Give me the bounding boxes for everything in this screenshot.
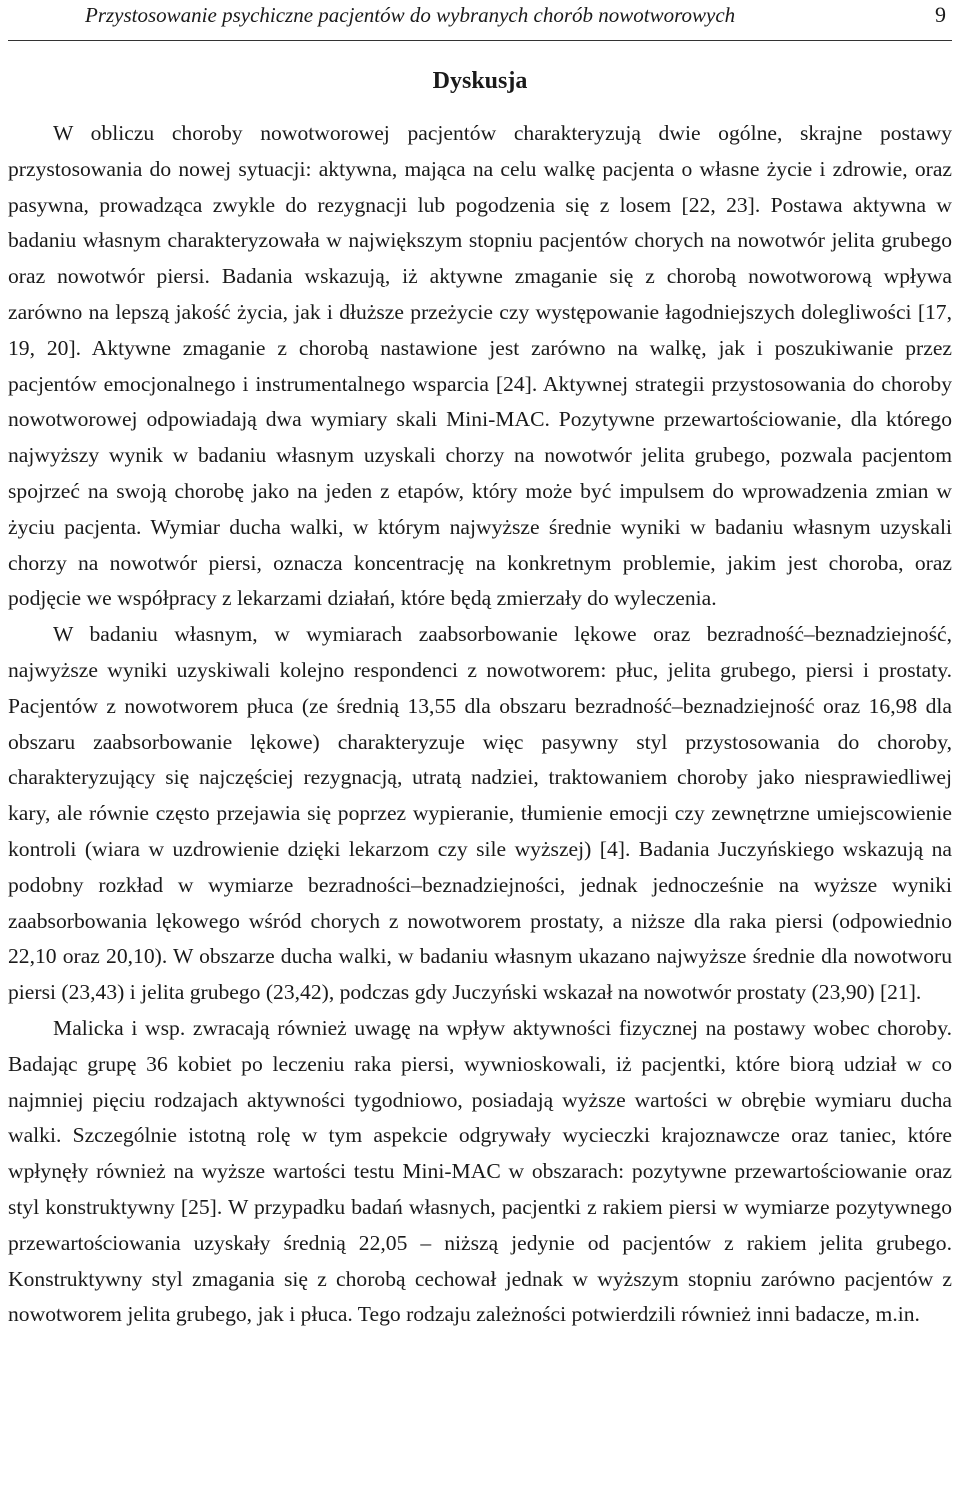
body-text [8, 116, 952, 1333]
page-number: 9 [935, 2, 946, 27]
paragraph: Malicka i wsp. zwracają również uwagę na wpływ aktywności fizycznej na postawy wobec choroby. Badając grupę 36 kobiet po leczeniu raka piersi, wywnioskowali, iż pacjentki, które biorą udział w co najmniej pięciu rodzajach aktywności tygodniowo, posiadają wyższe wartości w obrębie wymiaru ducha walki. Szczególnie istotną rolę w tym aspekcie odgrywały wycieczki krajoznawcze oraz taniec, które wpłynęły również na wyższe wartości testu Mini-MAC w obszarach: pozytywne przewartościowanie oraz styl konstruktywny [25]. W przypadku badań własnych, pacjentki z rakiem piersi w wymiarze pozytywnego przewartościowania uzyskały średnią 22,05 – niższą jedynie od pacjentów z rakiem jelita grubego. Konstruktywny styl zmagania się z chorobą cechował jednak w wyższym stopniu zarówno pacjentów z nowotworem jelita grubego, jak i płuca. Tego rodzaju zależności potwierdzili również inni badacze, m.in. [8, 1015, 952, 1327]
paragraph: W badaniu własnym, w wymiarach zaabsorbowanie lękowe oraz bezradność–beznadziejność, najwyższe wyniki uzyskiwali kolejno respondenci z nowotworem: płuc, jelita grubego, piersi i prostaty. Pacjentów z nowotworem płuca (ze średnią 13,55 dla obszaru bezradność–beznadziejność oraz 16,98 dla obszaru zaabsorbowanie lękowe) charakteryzuje więc pasywny styl przystosowania do choroby, charakteryzujący się najczęściej rezygnacją, utratą nadziei, traktowaniem choroby jako niesprawiedliwej kary, ale równie często przejawia się poprzez wypieranie, tłumienie emocji czy zewnętrzne umiejscowienie kontroli (wiara w uzdrowienie dzięki lekarzom czy sile wyższej) [4]. Badania Juczyńskiego wskazują na podobny rozkład w wymiarze bezradności–beznadziejności, jednak jednocześnie na wyższe wyniki zaabsorbowania lękowego wśród chorych z nowotworem prostaty, a niższe dla raka piersi (odpowiednio 22,10 oraz 20,10). W obszarze ducha walki, w badaniu własnym ukazano najwyższe średnie dla nowotworu piersi (23,43) i jelita grubego (23,42), podczas gdy Juczyński wskazał na nowotwór prostaty (23,90) [21]. [8, 622, 952, 1005]
running-title: Przystosowanie psychiczne pacjentów do wybranych chorób nowotworowych [85, 3, 736, 27]
running-header [8, 2, 952, 41]
paragraph: W obliczu choroby nowotworowej pacjentów charakteryzują dwie ogólne, skrajne postawy przystosowania do nowej sytuacji: aktywna, mająca na celu walkę pacjenta o własne życie i zdrowie, oraz pasywna, prowadząca zwykle do rezygnacji lub pogodzenia się z losem [22, 23]. Postawa aktywna w badaniu własnym charakteryzowała w największym stopniu pacjentów chorych na nowotwór jelita grubego oraz nowotwór piersi. Badania wskazują, iż aktywne zmaganie się z chorobą nowotworową wpływa zarówno na lepszą jakość życia, jak i dłuższe przeżycie czy występowanie łagodniejszych dolegliwości [17, 19, 20]. Aktywne zmaganie z chorobą nastawione jest zarówno na walkę, jak i poszukiwanie przez pacjentów emocjonalnego i instrumentalnego wsparcia [24]. Aktywnej strategii przystosowania do choroby nowotworowej odpowiadają dwa wymiary skali Mini-MAC. Pozytywne przewartościowanie, dla którego najwyższy wynik w badaniu własnym uzyskali chorzy na nowotwór jelita grubego, pozwala pacjentom spojrzeć na swoją chorobę jako na jeden z etapów, który może być impulsem do wprowadzenia zmian w życiu pacjenta. Wymiar ducha walki, w którym najwyższe średnie wyniki w badaniu własnym uzyskali chorzy na nowotwór piersi, oznacza koncentrację na konkretnym problemie, jakim jest choroba, oraz podjęcie we współpracy z lekarzami działań, które będą zmierzały do wyleczenia. [8, 121, 952, 611]
section-heading: Dyskusja [432, 68, 528, 94]
